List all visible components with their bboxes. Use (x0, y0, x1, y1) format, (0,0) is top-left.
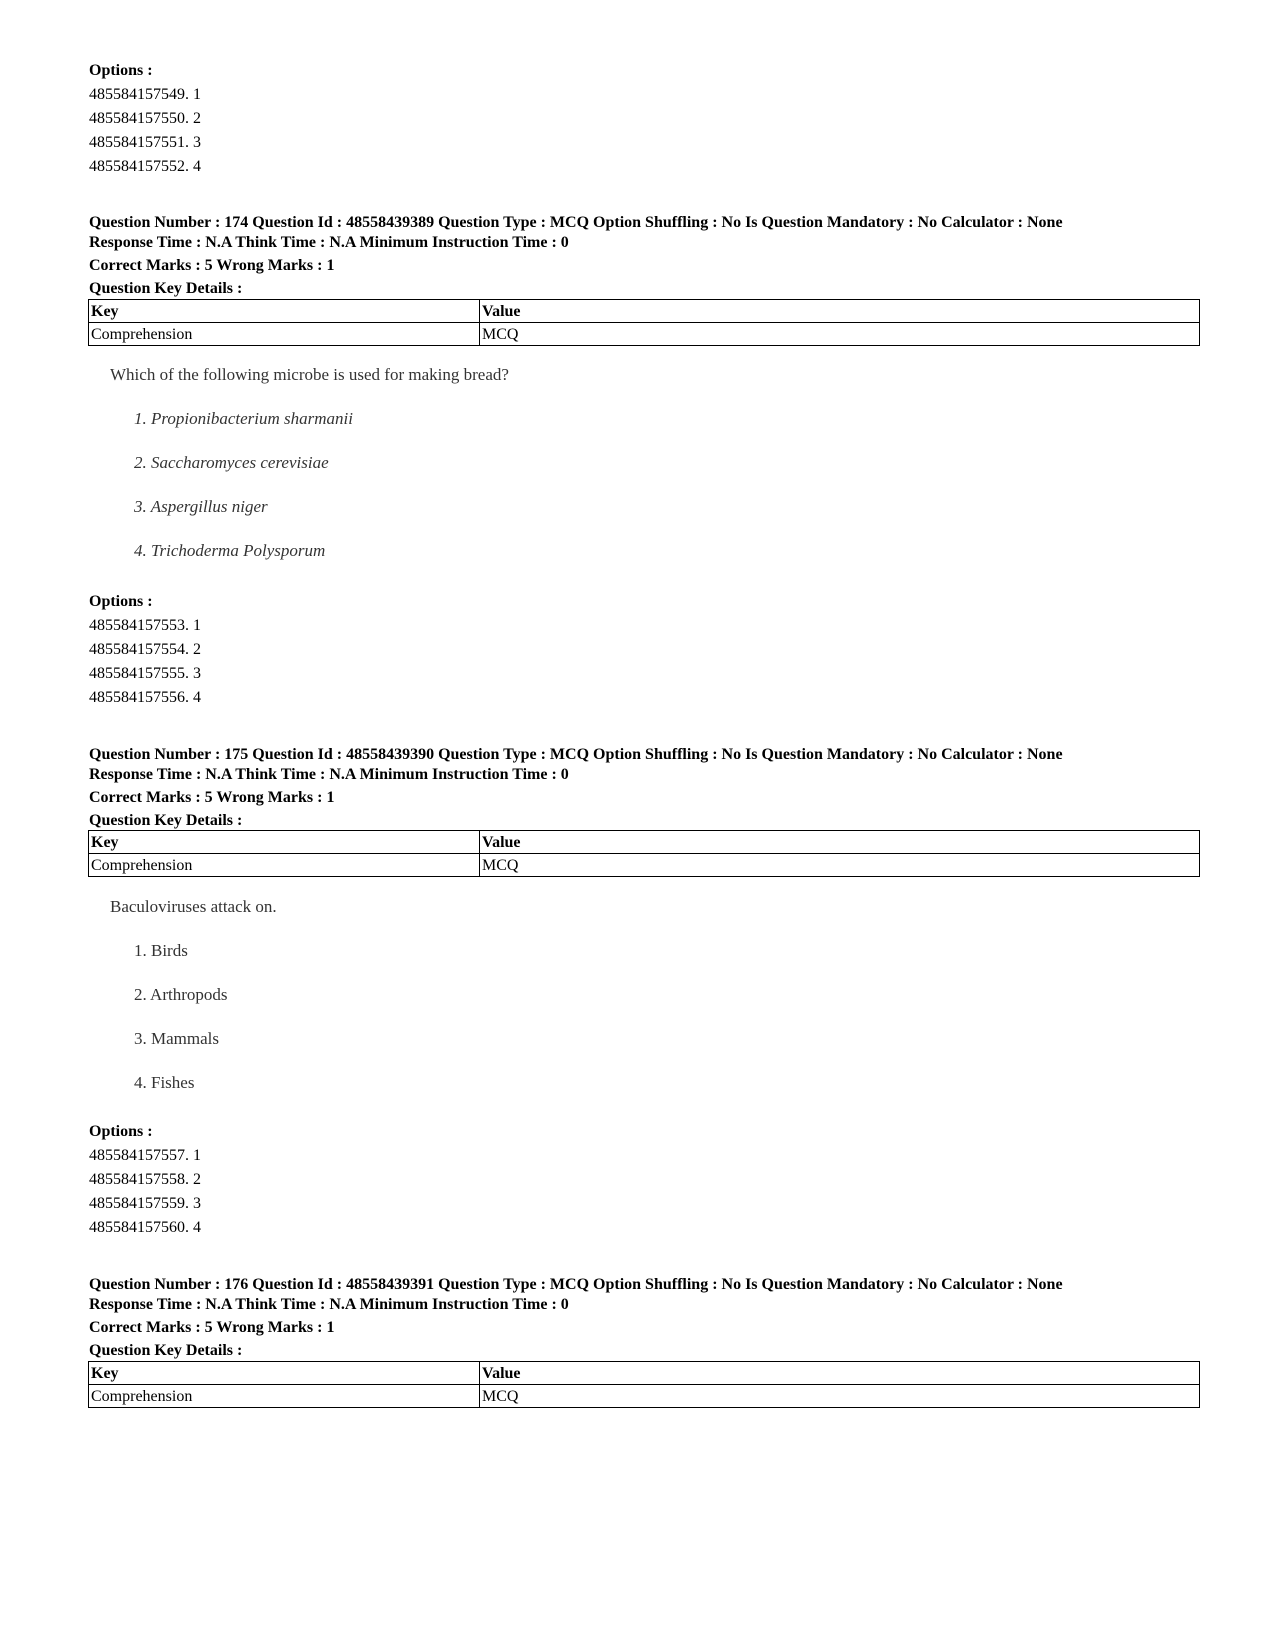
table-cell-value: MCQ (480, 1385, 1200, 1408)
question-meta-line2: Response Time : N.A Think Time : N.A Minimum Instruction Time : 0 (89, 766, 569, 783)
question-key-table-176 (88, 1361, 1200, 1408)
option-item: 485584157556. 4 (89, 689, 201, 706)
table-header-value: Value (480, 831, 1200, 854)
table-cell-key: Comprehension (89, 1385, 480, 1408)
options-block-175 (89, 1120, 1199, 1240)
question-choice: 3. Aspergillus niger (134, 497, 268, 516)
question-key-table-175 (88, 830, 1200, 877)
options-block-174 (89, 590, 1199, 710)
table-header-key: Key (89, 300, 480, 323)
option-item: 485584157552. 4 (89, 158, 201, 175)
question-choice: 4. Trichoderma Polysporum (134, 541, 326, 560)
option-item: 485584157555. 3 (89, 665, 201, 682)
question-choice: 1. Birds (134, 941, 188, 960)
table-header-value: Value (480, 300, 1200, 323)
question-choice: 1. Propionibacterium sharmanii (134, 409, 353, 428)
options-label: Options : (89, 593, 153, 610)
table-header-value: Value (480, 1362, 1200, 1385)
option-item: 485584157554. 2 (89, 641, 201, 658)
question-header-174 (89, 213, 1199, 299)
question-marks: Correct Marks : 5 Wrong Marks : 1 (89, 789, 335, 806)
question-key-table-174 (88, 299, 1200, 346)
question-marks: Correct Marks : 5 Wrong Marks : 1 (89, 1319, 335, 1336)
question-key-details-label: Question Key Details : (89, 1342, 243, 1359)
question-header-176 (89, 1275, 1199, 1361)
option-item: 485584157549. 1 (89, 86, 201, 103)
option-item: 485584157553. 1 (89, 617, 201, 634)
options-block-173 (89, 59, 1199, 179)
question-meta-line2: Response Time : N.A Think Time : N.A Minimum Instruction Time : 0 (89, 1296, 569, 1313)
table-cell-key: Comprehension (89, 854, 480, 877)
question-stem: Baculoviruses attack on. (110, 897, 277, 916)
table-cell-value: MCQ (480, 854, 1200, 877)
options-label: Options : (89, 1123, 153, 1140)
question-meta-line1: Question Number : 175 Question Id : 48558439390 Question Type : MCQ Option Shuffling : No Is Question Mandatory : No Calculator : None (89, 746, 1063, 763)
question-choice: 2. Saccharomyces cerevisiae (134, 453, 329, 472)
question-choice: 4. Fishes (134, 1073, 195, 1092)
question-key-details-label: Question Key Details : (89, 280, 243, 297)
option-item: 485584157557. 1 (89, 1147, 201, 1164)
question-stem: Which of the following microbe is used for making bread? (110, 365, 509, 384)
table-header-key: Key (89, 1362, 480, 1385)
option-item: 485584157550. 2 (89, 110, 201, 127)
question-key-details-label: Question Key Details : (89, 812, 243, 829)
question-choice: 3. Mammals (134, 1029, 219, 1048)
question-meta-line2: Response Time : N.A Think Time : N.A Minimum Instruction Time : 0 (89, 234, 569, 251)
option-item: 485584157560. 4 (89, 1219, 201, 1236)
table-cell-key: Comprehension (89, 323, 480, 346)
option-item: 485584157558. 2 (89, 1171, 201, 1188)
options-label: Options : (89, 62, 153, 79)
option-item: 485584157559. 3 (89, 1195, 201, 1212)
question-marks: Correct Marks : 5 Wrong Marks : 1 (89, 257, 335, 274)
question-choice: 2. Arthropods (134, 985, 228, 1004)
table-header-key: Key (89, 831, 480, 854)
question-meta-line1: Question Number : 174 Question Id : 48558439389 Question Type : MCQ Option Shuffling : No Is Question Mandatory : No Calculator : None (89, 214, 1063, 231)
question-header-175 (89, 745, 1199, 831)
question-meta-line1: Question Number : 176 Question Id : 48558439391 Question Type : MCQ Option Shuffling : No Is Question Mandatory : No Calculator : None (89, 1276, 1063, 1293)
option-item: 485584157551. 3 (89, 134, 201, 151)
table-cell-value: MCQ (480, 323, 1200, 346)
